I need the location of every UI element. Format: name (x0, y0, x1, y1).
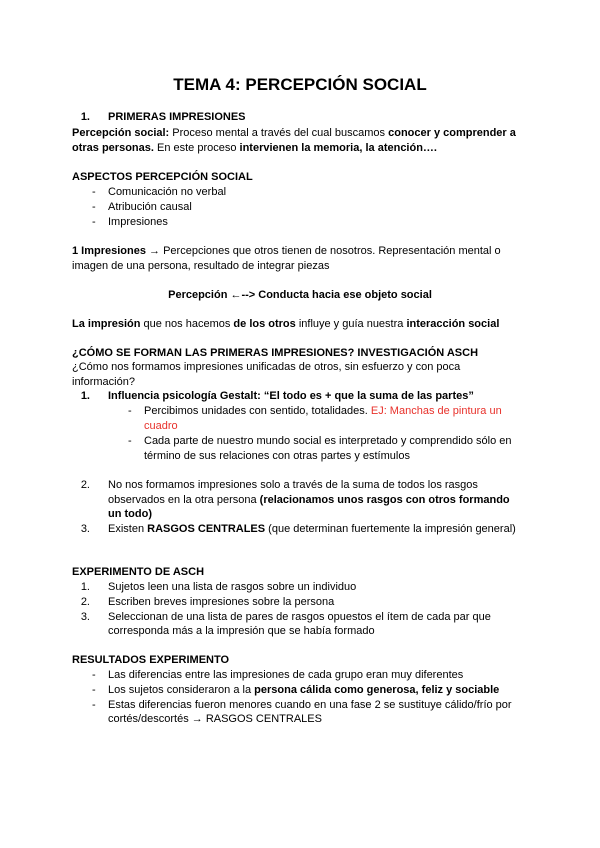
asch-question-line-1: ¿Cómo nos formamos impresiones unificadas de otros, sin esfuerzo y con poca (72, 361, 461, 373)
gestalt-sub-1-line-2: cuadro (144, 420, 178, 432)
list-item: Atribución causal (108, 201, 192, 213)
definition-line-2 (72, 141, 532, 156)
item-2-line-2 (108, 493, 538, 508)
item-number: 1. (80, 390, 90, 402)
dash-bullet: - (92, 216, 96, 228)
gestalt-sub-1-line-1 (144, 404, 544, 419)
resultados-heading: RESULTADOS EXPERIMENTO (72, 654, 230, 666)
bold-text: de los otros (233, 318, 296, 330)
item-2-line-3: un todo) (108, 508, 152, 520)
bold-text: interacción social (406, 318, 500, 330)
dash-bullet: - (128, 405, 132, 417)
dash-bullet: - (128, 435, 132, 447)
definition-text: En este proceso (153, 142, 240, 154)
text: Los sujetos consideraron a la (108, 684, 255, 696)
asch-question-line-2: información? (72, 376, 135, 388)
text: Percibimos unidades con sentido, totalidades. (144, 405, 371, 417)
resultado-2 (108, 683, 538, 698)
dash-bullet: - (92, 669, 96, 681)
aspects-heading: ASPECTOS PERCEPCIÓN SOCIAL (72, 171, 253, 183)
impresiones-line-2: imagen de una persona, resultado de integrar piezas (72, 260, 330, 272)
section-number: 1. (80, 111, 90, 123)
bold-text: RASGOS CENTRALES (147, 523, 266, 535)
experimento-step-1: Sujetos leen una lista de rasgos sobre un individuo (108, 581, 357, 593)
item-number: 1. (80, 581, 90, 593)
page-title: TEMA 4: PERCEPCIÓN SOCIAL (173, 75, 427, 94)
impresiones-term: 1 Impresiones (72, 245, 146, 257)
section-heading-primeras-impresiones: PRIMERAS IMPRESIONES (108, 111, 246, 123)
dash-bullet: - (92, 684, 96, 696)
dash-bullet: - (92, 186, 96, 198)
gestalt-sub-2-line-2: término de sus relaciones con otras partes y estímulos (144, 450, 410, 462)
item-number: 2. (80, 596, 90, 608)
resultado-1: Las diferencias entre las impresiones de cada grupo eran muy diferentes (108, 669, 464, 681)
text: Existen (108, 523, 148, 535)
experimento-step-3-line-1: Seleccionan de una lista de pares de rasgos opuestos el ítem de cada par que (108, 611, 491, 623)
definition-term: Percepción social: (72, 127, 170, 139)
bold-text: (relacionamos unos rasgos con otros formando (259, 494, 510, 506)
text: observados en la otra persona (108, 494, 260, 506)
impresion-line (72, 317, 532, 332)
gestalt-item: Influencia psicología Gestalt: “El todo es + que la suma de las partes” (108, 390, 474, 402)
example-text: EJ: Manchas de pintura un (370, 405, 502, 417)
item-number: 2. (80, 479, 90, 491)
impresiones-line-1 (72, 244, 532, 259)
percepcion-conducta-line: Percepción ←--> Conducta hacia ese objeto social (168, 289, 432, 301)
definition-text: Proceso mental a través del cual buscamos (169, 127, 389, 139)
text: (que determinan fuertemente la impresión general) (265, 523, 516, 535)
resultado-3-line-1: Estas diferencias fueron menores cuando en una fase 2 se sustituye cálido/frío por (108, 699, 512, 711)
impresiones-text: → Percepciones que otros tienen de nosotros. Representación mental o (145, 245, 501, 257)
definition-line-1 (72, 126, 532, 141)
item-2-line-1: No nos formamos impresiones solo a través de la suma de todos los rasgos (108, 479, 478, 491)
gestalt-sub-2-line-1: Cada parte de nuestro mundo social es interpretado y comprendido sólo en (144, 435, 512, 447)
definition-bold: intervienen la memoria, la atención…. (239, 142, 437, 154)
text: influye y guía nuestra (295, 318, 407, 330)
bold-text: persona cálida como generosa, feliz y sociable (254, 684, 500, 696)
resultado-3-line-2: cortés/descortés → RASGOS CENTRALES (108, 713, 322, 725)
text: que nos hacemos (140, 318, 234, 330)
bold-text: La impresión (72, 318, 141, 330)
experimento-step-3-line-2: corresponda más a la impresión que se había formado (108, 625, 375, 637)
experimento-step-2: Escriben breves impresiones sobre la persona (108, 596, 335, 608)
definition-bold: conocer y comprender a (388, 127, 516, 139)
asch-question-heading: ¿CÓMO SE FORMAN LAS PRIMERAS IMPRESIONES? INVESTIGACIÓN ASCH (72, 347, 479, 359)
dash-bullet: - (92, 699, 96, 711)
item-3 (108, 522, 548, 537)
list-item: Impresiones (108, 216, 168, 228)
definition-bold: otras personas. (72, 142, 154, 154)
item-number: 3. (80, 611, 90, 623)
item-number: 3. (80, 523, 90, 535)
dash-bullet: - (92, 201, 96, 213)
list-item: Comunicación no verbal (108, 186, 227, 198)
experimento-heading: EXPERIMENTO DE ASCH (72, 566, 205, 578)
